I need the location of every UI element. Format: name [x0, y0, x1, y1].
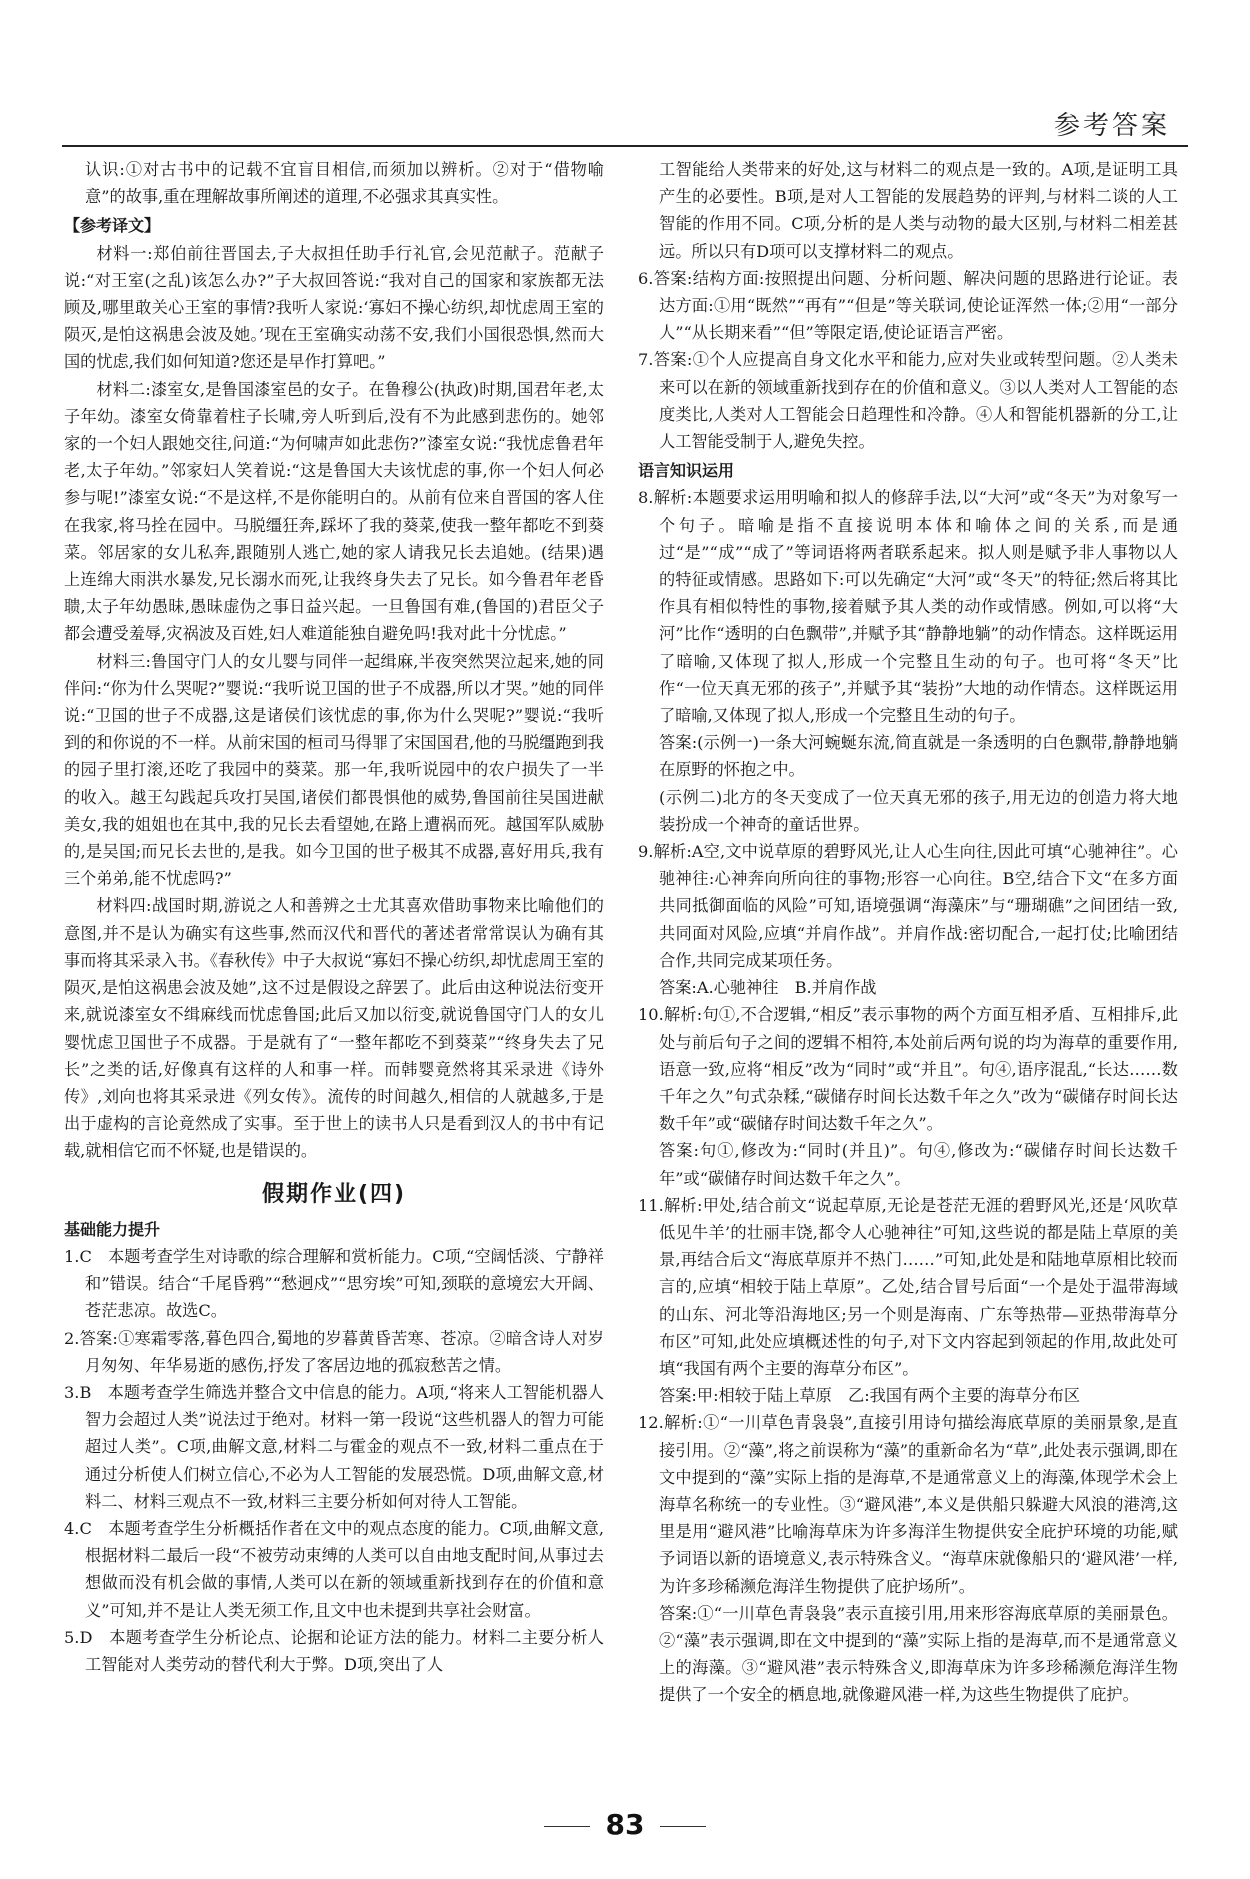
material-paragraph: 材料三:鲁国守门人的女儿婴与同伴一起缉麻,半夜突然哭泣起来,她的同伴问:“你为什么哭呢?”婴说:“我听说卫国的世子不成器,所以才哭。”她的同伴说:“卫国的世子不成器,这是诸侯们该忧虑的事,你为什么哭呢?”婴说:“我听到的和你说的不一样。从前宋国的桓司马得罪了宋国国君,他的马脱缰跑到我的园子里打滚,还吃了我园中的葵菜。那一年,我听说园中的农户损失了一半的收入。越王勾践起兵攻打吴国,诸侯们都畏惧他的威势,鲁国前往吴国进献美女,我的姐姐也在其中,我的兄长去看望她,在路上遭祸而死。越国军队威胁的,是吴国;而兄长去世的,是我。如今卫国的世子极其不成器,喜好用兵,我有三个弟弟,能不忧虑吗?” [64, 651, 604, 889]
answer-item: 工智能给人类带来的好处,这与材料二的观点是一致的。A项,是证明工具产生的必要性。B项,是对人工智能的发展趋势的评判,与材料二谈的人工智能的作用不同。C项,分析的是人类与动物的最大区别,与材料二相差甚远。所以只有D项可以支撑材料二的观点。 [659, 160, 1178, 261]
answer-line: 答案:A.心驰神往 B.并肩作战 [659, 978, 877, 998]
answer-item: 10.解析:句①,不合逻辑,“相反”表示事物的两个方面互相矛盾、互相排斥,此处与前后句子之间的逻辑不相符,本处前后两句说的均为海草的重要作用,语意一致,应将“相反”改为“同时”或“并且”。句④,语序混乱,“长达……数千年之久”句式杂糅,“碳储存时间长达数千年之久”改为“碳储存时间长达数千年”或“碳储存时间达数千年之久”。 [638, 1005, 1178, 1134]
answer-item: 5.D 本题考查学生分析论点、论据和论证方法的能力。材料二主要分析人工智能对人类劳动的替代利大于弊。D项,突出了人 [64, 1627, 604, 1674]
page-header [0, 0, 1250, 150]
answer-line: 答案:①“一川草色青袅袅”表示直接引用,用来形容海底草原的美丽景色。②“藻”表示强调,即在文中提到的“藻”实际上指的是海草,而不是通常意义上的海藻。③“避风港”表示特殊含义,即海草床为许多珍稀濒危海洋生物提供了一个安全的栖息地,就像避风港一样,为这些生物提供了庇护。 [659, 1603, 1178, 1705]
material-paragraph: 材料一:郑伯前往晋国去,子大叔担任助手行礼官,会见范献子。范献子说:“对王室(之乱)该怎么办?”子大叔回答说:“我对自己的国家和家族都无法顾及,哪里敢关心王室的事情?我听人家说:‘寡妇不操心纺织,却忧虑周王室的陨灭,是怕这祸患会波及她。’现在王室确实动荡不安,我们小国很恐惧,然而大国的忧虑,我们如何知道?您还是早作打算吧。” [64, 243, 604, 372]
intro-text: 认识:①对古书中的记载不宜盲目相信,而须加以辨析。②对于“借物喻意”的故事,重在理解故事所阐述的道理,不必强求其真实性。 [85, 160, 604, 207]
answer-item: 3.B 本题考查学生筛选并整合文中信息的能力。A项,“将来人工智能机器人智力会超过人类”说法过于绝对。材料一第一段说“这些机器人的智力可能超过人类”。C项,曲解文意,材料二与霍金的观点不一致,材料二重点在于通过分析使人们树立信心,不必为人工智能的发展恐慌。D项,曲解文意,材料二、材料三观点不一致,材料三主要分析如何对待人工智能。 [64, 1382, 604, 1511]
page-number [0, 1808, 1250, 1841]
page-number-dash-right [660, 1826, 706, 1827]
chapter-title: 假期作业(四) [261, 1181, 407, 1207]
section-heading: 基础能力提升 [64, 1219, 161, 1239]
answer-item: 2.答案:①寒霜零落,暮色四合,蜀地的岁暮黄昏苦寒、苍凉。②暗含诗人对岁月匆匆、年华易逝的感伤,抒发了客居边地的孤寂愁苦之情。 [64, 1328, 604, 1375]
left-column [64, 156, 604, 1796]
header-divider [62, 145, 1188, 147]
page-number-value: 83 [605, 1808, 645, 1841]
answer-item: 4.C 本题考查学生分析概括作者在文中的观点态度的能力。C项,曲解文意,根据材料二最后一段“不被劳动束缚的人类可以自由地支配时间,从事过去想做而没有机会做的事情,人类可以在新的领域重新找到存在的价值和意义”可知,并不是让人类无须工作,且文中也未提到共享社会财富。 [64, 1518, 604, 1620]
answer-item: 7.答案:①个人应提高自身文化水平和能力,应对失业或转型问题。②人类未来可以在新的领域重新找到存在的价值和意义。③以人类对人工智能的态度类比,人类对人工智能会日趋理性和冷静。④人和智能机器新的分工,让人工智能受制于人,避免失控。 [638, 350, 1178, 452]
answer-item: 11.解析:甲处,结合前文“说起草原,无论是苍茫无涯的碧野风光,还是‘风吹草低见牛羊’的壮丽丰饶,都令人心驰神往”可知,这些说的都是陆上草原的美景,再结合后文“海底草原并不热门……”可知,此处是和陆地草原相比较而言的,应填“相较于陆上草原”。乙处,结合冒号后面“一个是处于温带海域的山东、河北等沿海地区;另一个则是海南、广东等热带—亚热带海草分布区”可知,此处应填概述性的句子,对下文内容起到领起的作用,故此处可填“我国有两个主要的海草分布区”。 [638, 1195, 1178, 1378]
answer-item: 12.解析:①“一川草色青袅袅”,直接引用诗句描绘海底草原的美丽景象,是直接引用。②“藻”,将之前误称为“藻”的重新命名为“草”,此处表示强调,即在文中提到的“藻”实际上指的是海草,不是通常意义上的海藻,体现学术会上海草名称统一的专业性。③“避风港”,本义是供船只躲避大风浪的港湾,这里是用“避风港”比喻海草床为许多海洋生物提供安全庇护环境的功能,赋予词语以新的语境意义,表示特殊含义。“海草床就像船只的‘避风港’一样,为许多珍稀濒危海洋生物提供了庇护场所”。 [638, 1413, 1178, 1596]
answer-line: (示例二)北方的冬天变成了一位天真无邪的孩子,用无边的创造力将大地装扮成一个神奇的童话世界。 [659, 787, 1178, 834]
page-number-dash-left [544, 1826, 590, 1827]
header-title: 参考答案 [1053, 111, 1170, 141]
translation-heading: 【参考译文】 [64, 216, 161, 236]
right-column [638, 156, 1178, 1796]
answer-item: 6.答案:结构方面:按照提出问题、分析问题、解决问题的思路进行论证。表达方面:①用“既然”“再有”“但是”等关联词,使论证浑然一体;②用“一部分人”“从长期来看”“但”等限定语,使论证语言严密。 [638, 268, 1178, 343]
answer-item: 1.C 本题考查学生对诗歌的综合理解和赏析能力。C项,“空阔恬淡、宁静祥和”错误。结合“千尾昏鸦”“愁迥戍”“思穷埃”可知,颈联的意境宏大开阔、苍茫悲凉。故选C。 [64, 1246, 604, 1321]
section-heading: 语言知识运用 [638, 461, 735, 481]
material-paragraph: 材料四:战国时期,游说之人和善辨之士尤其喜欢借助事物来比喻他们的意图,并不是认为确实有这些事,然而汉代和晋代的著述者常常误认为确有其事而将其采录入书。《春秋传》中子大叔说“寡妇不操心纺织,却忧虑周王室的陨灭,是怕这祸患会波及她”,这不过是假设之辞罢了。此后由这种说法衍变开来,就说漆室女不缉麻线而忧虑鲁国;此后又加以衍变,就说鲁国守门人的女儿婴忧虑卫国世子不成器。于是就有了“一整年都吃不到葵菜”“终身失去了兄长”之类的话,好像真有这样的人和事一样。而韩婴竟然将其采录进《诗外传》,刘向也将其采录进《列女传》。流传的时间越久,相信的人就越多,于是出于虚构的言论竟然成了实事。至于世上的读书人只是看到汉人的书中有记载,就相信它而不怀疑,也是错误的。 [64, 896, 604, 1161]
answer-item: 8.解析:本题要求运用明喻和拟人的修辞手法,以“大河”或“冬天”为对象写一个句子。暗喻是指不直接说明本体和喻体之间的关系,而是通过“是”“成”“成了”等词语将两者联系起来。拟人则是赋予非人事物以人的特征或情感。思路如下:可以先确定“大河”或“冬天”的特征;然后将其比作具有相似特性的事物,接着赋予其人类的动作或情感。例如,可以将“大河”比作“透明的白色飘带”,并赋予其“静静地躺”的动作情态。这样既运用了暗喻,又体现了拟人,形成一个完整且生动的句子。也可将“冬天”比作“一位天真无邪的孩子”,并赋予其“装扮”大地的动作情态。这样既运用了暗喻,又体现了拟人,形成一个完整且生动的句子。 [638, 488, 1178, 726]
answer-line: 答案:句①,修改为:“同时(并且)”。句④,修改为:“碳储存时间长达数千年”或“碳储存时间达数千年之久”。 [659, 1141, 1178, 1188]
answer-line: 答案:甲:相较于陆上草原 乙:我国有两个主要的海草分布区 [659, 1386, 1081, 1406]
material-paragraph: 材料二:漆室女,是鲁国漆室邑的女子。在鲁穆公(执政)时期,国君年老,太子年幼。漆室女倚靠着柱子长啸,旁人听到后,没有不为此感到悲伤的。她邻家的一个妇人跟她交往,问道:“为何啸声如此悲伤?”漆室女说:“我忧虑鲁君年老,太子年幼。”邻家妇人笑着说:“这是鲁国大夫该忧虑的事,你一个妇人何必参与呢!”漆室女说:“不是这样,不是你能明白的。从前有位来自晋国的客人住在我家,将马拴在园中。马脱缰狂奔,踩坏了我的葵菜,使我一整年都吃不到葵菜。邻居家的女儿私奔,跟随别人逃亡,她的家人请我兄长去追她。(结果)遇上连绵大雨洪水暴发,兄长溺水而死,让我终身失去了兄长。如今鲁君年老昏聩,太子年幼愚昧,愚昧虚伪之事日益兴起。一旦鲁国有难,(鲁国的)君臣父子都会遭受羞辱,灾祸波及百姓,妇人难道能独自避免吗!我对此十分忧虑。” [64, 379, 604, 644]
answer-line: 答案:(示例一)一条大河蜿蜒东流,简直就是一条透明的白色飘带,静静地躺在原野的怀抱之中。 [659, 733, 1178, 780]
answer-item: 9.解析:A空,文中说草原的碧野风光,让人心生向往,因此可填“心驰神往”。心驰神往:心神奔向所向往的事物;形容一心向往。B空,结合下文“在多方面共同抵御面临的风险”可知,语境强调“海藻床”与“珊瑚礁”之间团结一致,共同面对风险,应填“并肩作战”。并肩作战:密切配合,一起打仗;比喻团结合作,共同完成某项任务。 [638, 842, 1178, 970]
